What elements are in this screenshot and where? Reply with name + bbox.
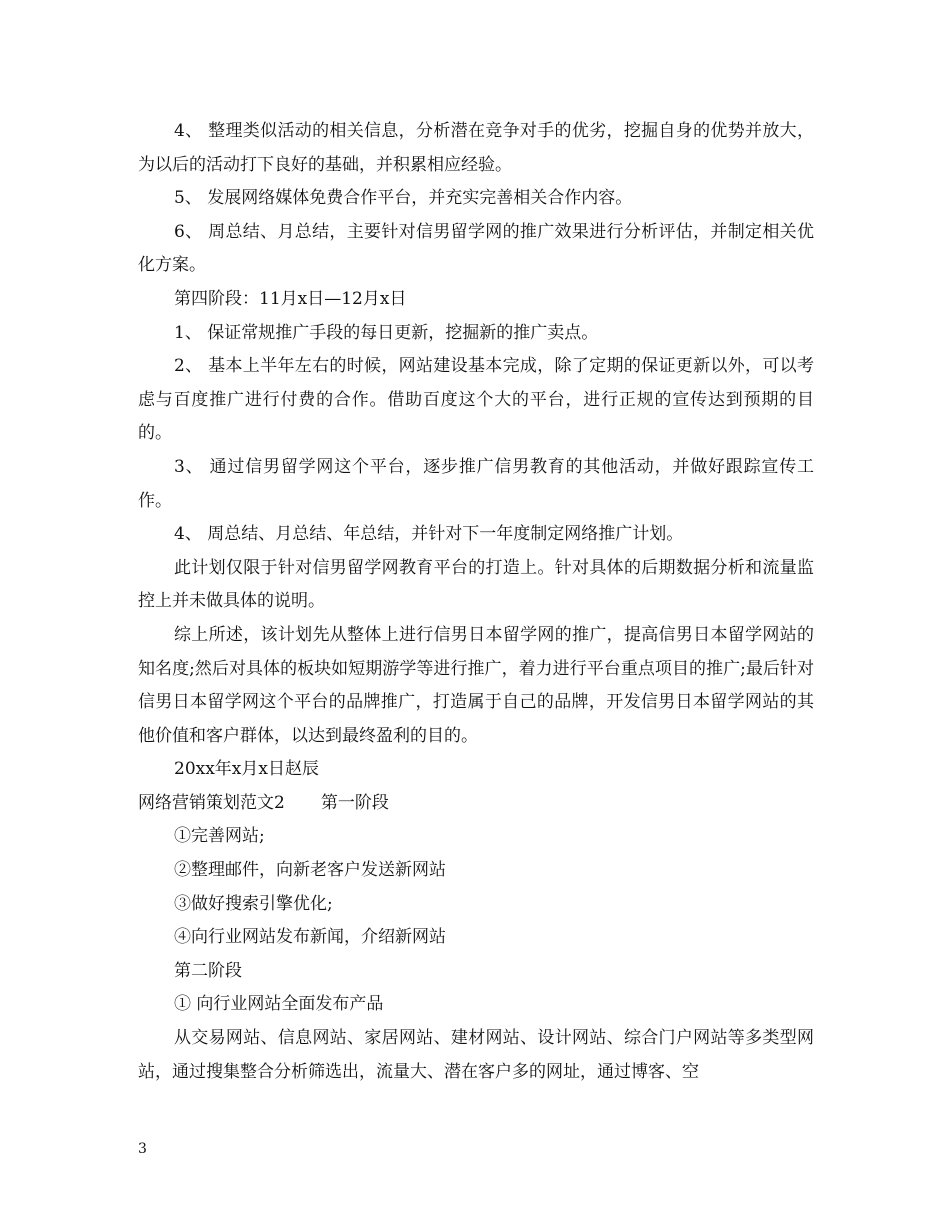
page-number: 3 [138,1141,147,1157]
stage4-heading: 第四阶段：11月x日—12月x日 [174,288,407,309]
paragraph-plan-scope: 此计划仅限于针对信男留学网教育平台的打造上。针对具体的后期数据分析和流量监控上并未做具体的说明。 [138,557,814,612]
section-stage: 第一阶段 [320,792,389,813]
paragraph-stage4-item-3: 3、 通过信男留学网这个平台，逐步推广信男教育的其他活动，并做好跟踪宣传工作。 [138,456,814,511]
stage2-heading: 第二阶段 [174,960,242,981]
paragraph-stage4-item-2: 2、 基本上半年左右的时候，网站建设基本完成，除了定期的保证更新以外，可以考虑与百度推广进行付费的合作。借助百度这个大的平台，进行正规的宣传达到预期的目的。 [138,356,814,444]
paragraph-stage3-item-5: 5、 发展网络媒体免费合作平台，并充实完善相关合作内容。 [174,188,633,209]
section-title-line [138,787,814,821]
paragraph-stage3-item-4: 4、 整理类似活动的相关信息，分析潜在竞争对手的优劣，挖掘自身的优势并放大，为以后的活动打下良好的基础，并积累相应经验。 [138,121,814,175]
paragraph-stage3-item-6: 6、 周总结、月总结，主要针对信男留学网的推广效果进行分析评估，并制定相关优化方案。 [138,221,814,276]
document-body [138,115,814,1089]
paragraph-date-signature: 20xx年x月x日赵辰 [174,759,319,780]
paragraph-website-types: 从交易网站、信息网站、家居网站、建材网站、设计网站、综合门户网站等多类型网站，通过搜集整合分析筛选出，流量大、潜在客户多的网址，通过博客、空 [138,1028,814,1082]
paragraph-stage4-item-1: 1、 保证常规推广手段的每日更新，挖掘新的推广卖点。 [174,322,599,343]
paragraph-stage4-item-4: 4、 周总结、月总结、年总结，并针对下一年度制定网络推广计划。 [174,524,684,545]
list-item-publish-news: ④向行业网站发布新闻，介绍新网站 [174,927,446,948]
list-item-send-email: ②整理邮件，向新老客户发送新网站 [174,860,446,881]
list-item-complete-website: ①完善网站; [174,826,265,847]
section-title: 网络营销策划范文2 [138,792,285,813]
list-item-seo: ③做好搜索引擎优化; [174,893,333,914]
list-item-publish-products: ① 向行业网站全面发布产品 [174,994,384,1015]
paragraph-summary: 综上所述，该计划先从整体上进行信男日本留学网的推广，提高信男日本留学网站的知名度;然后对具体的板块如短期游学等进行推广，着力进行平台重点项目的推广;最后针对信男日本留学网这个平台的品牌推广，打造属于自己的品牌，开发信男日本留学网站的其他价值和客户群体，以达到最终盈利的目的。 [138,624,814,746]
